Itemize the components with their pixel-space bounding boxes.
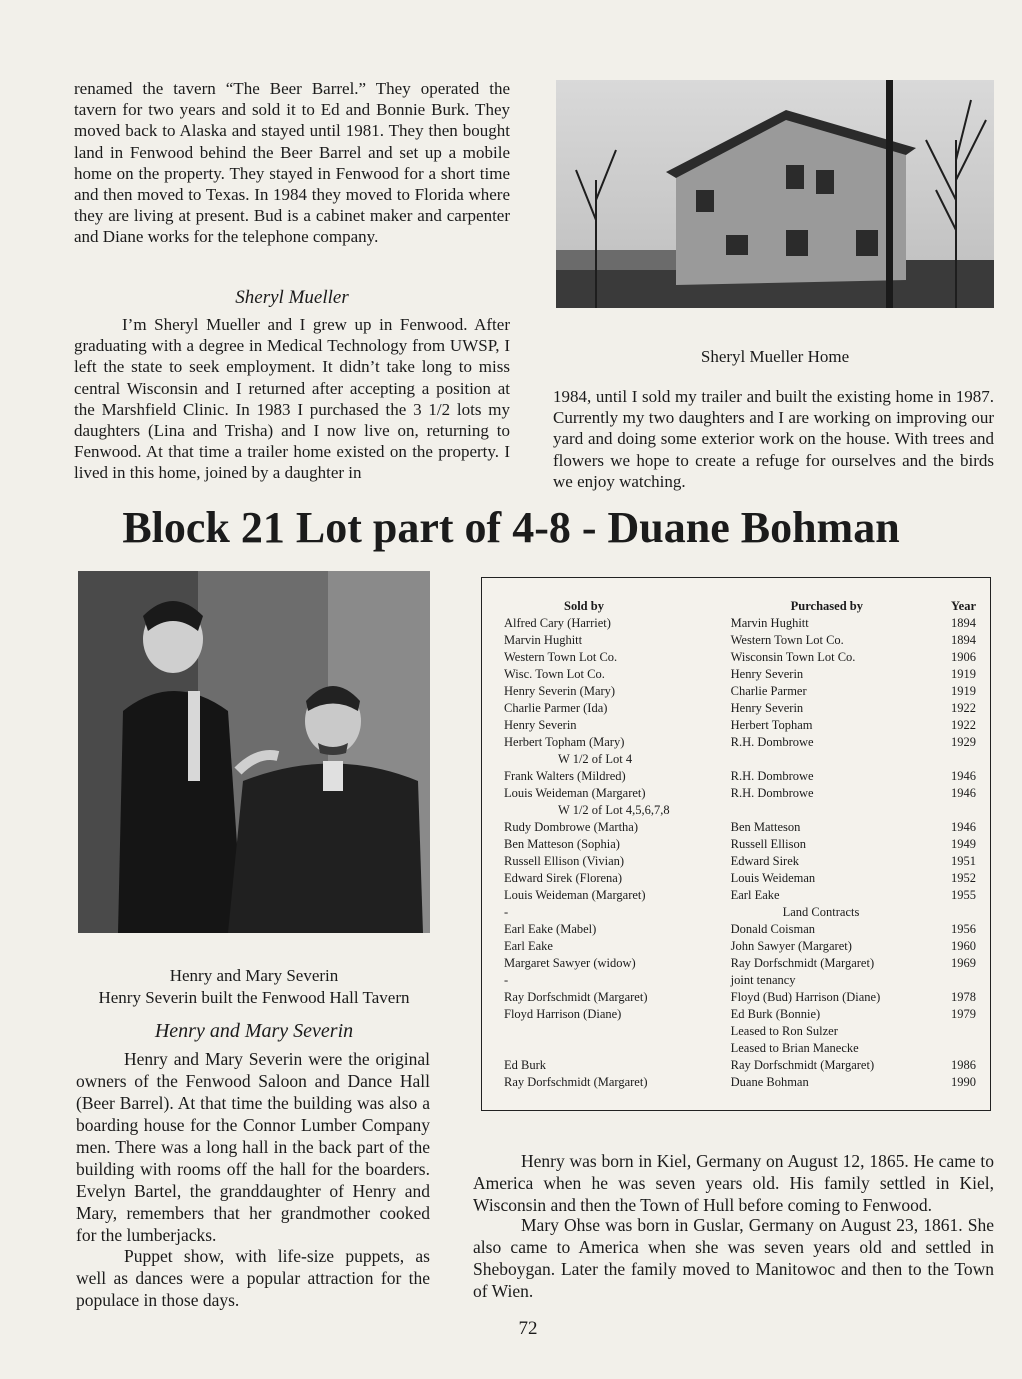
sales-table-row — [504, 870, 976, 887]
year-cell: 1894 — [951, 616, 976, 630]
sheryl-paragraph: I’m Sheryl Mueller and I grew up in Fenwood. After graduating with a degree in Medical Technology from UWSP, I left the state to seek employment. It didn’t take long to miss central Wisconsin and I returned after accepting a position at the Marshfield Clinic. In 1983 I purchased the 3 1/2 lots my daughters (Lina and Trisha) and I now live on, returning to Fenwood. At that time a trailer home existed on the property. I lived in this home, joined by a daughter in — [74, 315, 510, 483]
sales-table-row — [504, 887, 976, 904]
empty-cell — [731, 751, 951, 768]
sales-table-row — [504, 1040, 976, 1057]
year-cell — [951, 1023, 976, 1040]
purchased-by-cell: Floyd (Bud) Harrison (Diane) — [730, 990, 881, 1004]
purchased-by-cell: Leased to Ron Sulzer — [730, 1024, 838, 1038]
purchased-by-cell: joint tenancy — [730, 973, 796, 987]
sold-by-cell: Frank Walters (Mildred) — [504, 769, 626, 783]
purchased-by-cell: Marvin Hughitt — [730, 616, 809, 630]
sales-table-row — [504, 938, 976, 955]
sold-by-cell: Herbert Topham (Mary) — [504, 735, 625, 749]
header-sold-by: Sold by — [564, 599, 604, 613]
sales-table-row — [504, 649, 976, 666]
sales-table-grid — [504, 598, 976, 1091]
sold-by-cell: Louis Weideman (Margaret) — [504, 888, 646, 902]
sales-table-row — [504, 1057, 976, 1074]
severin-paragraph-2: Puppet show, with life-size puppets, as well as dances were a popular attraction for the populace in those days. — [76, 1246, 430, 1310]
sold-by-cell: Henry Severin — [504, 718, 577, 732]
year-cell — [951, 904, 976, 921]
year-cell: 1922 — [951, 718, 976, 732]
sold-by-cell: Charlie Parmer (Ida) — [504, 701, 608, 715]
purchased-by-cell: Donald Coisman — [730, 922, 815, 936]
purchased-by-cell: R.H. Dombrowe — [730, 769, 814, 783]
year-cell: 1956 — [951, 922, 976, 936]
sales-table-row — [504, 1006, 976, 1023]
purchased-by-cell: R.H. Dombrowe — [730, 786, 814, 800]
sheryl-mueller-heading: Sheryl Mueller — [235, 287, 349, 308]
sales-table-row — [504, 955, 976, 972]
purchased-by-cell: Land Contracts — [782, 905, 860, 919]
year-cell: 1949 — [951, 837, 976, 851]
severin-heading: Henry and Mary Severin — [154, 1020, 354, 1042]
year-cell: 1946 — [951, 769, 976, 783]
sales-table-row — [504, 717, 976, 734]
purchased-by-cell: Edward Sirek — [730, 854, 800, 868]
sales-table-row — [504, 819, 976, 836]
sold-by-cell: Henry Severin (Mary) — [504, 684, 616, 698]
header-purchased-by: Purchased by — [790, 599, 863, 613]
year-cell: 1969 — [951, 956, 976, 970]
empty-cell — [731, 802, 951, 819]
sales-table-row — [504, 734, 976, 751]
sales-table-note-row — [504, 802, 976, 819]
year-cell — [951, 1040, 976, 1057]
sales-table-row — [504, 921, 976, 938]
header-year: Year — [951, 599, 976, 613]
purchased-by-cell: Charlie Parmer — [730, 684, 807, 698]
henry-mary-severin-photo — [78, 571, 430, 933]
sold-by-cell: Ray Dorfschmidt (Margaret) — [504, 1075, 648, 1089]
sold-by-cell: Alfred Cary (Harriet) — [504, 616, 611, 630]
sold-by-cell: Western Town Lot Co. — [504, 650, 618, 664]
purchased-by-cell: Wisconsin Town Lot Co. — [730, 650, 856, 664]
sold-by-cell: - — [504, 973, 509, 987]
sales-table-row — [504, 615, 976, 632]
year-cell: 1906 — [951, 650, 976, 664]
sales-table-row — [504, 700, 976, 717]
portrait-illustration — [78, 571, 430, 933]
page-number: 72 — [518, 1318, 538, 1339]
year-cell: 1952 — [951, 871, 976, 885]
sold-by-cell: Margaret Sawyer (widow) — [504, 956, 636, 970]
sales-table-row — [504, 632, 976, 649]
severin-photo-caption-line1: Henry and Mary Severin — [169, 966, 339, 985]
purchased-by-cell: Ray Dorfschmidt (Margaret) — [730, 956, 875, 970]
sold-by-cell: Edward Sirek (Florena) — [504, 871, 623, 885]
year-cell: 1929 — [951, 735, 976, 749]
year-cell: 1990 — [951, 1075, 976, 1089]
sold-by-cell: Ed Burk — [504, 1058, 547, 1072]
year-cell: 1986 — [951, 1058, 976, 1072]
empty-cell — [951, 751, 976, 768]
purchased-by-cell: Russell Ellison — [730, 837, 806, 851]
year-cell: 1894 — [951, 633, 976, 647]
purchased-by-cell: Ed Burk (Bonnie) — [730, 1007, 821, 1021]
lot-note: W 1/2 of Lot 4,5,6,7,8 — [558, 803, 670, 817]
purchased-by-cell: R.H. Dombrowe — [730, 735, 814, 749]
sold-by-cell: Floyd Harrison (Diane) — [504, 1007, 622, 1021]
sales-table-row — [504, 785, 976, 802]
sales-table-row — [504, 683, 976, 700]
year-cell: 1946 — [951, 786, 976, 800]
severin-paragraph-1: Henry and Mary Severin were the original owners of the Fenwood Saloon and Dance Hall (Beer Barrel). At that time the building was also a boarding house for the Connor Lumber Company men. There was a long hall in the back part of the building with rooms off the hall for the boarders. Evelyn Bartel, the granddaughter of Henry and Mary, remembers that her grandmother cooked for the lumberjacks. — [76, 1049, 430, 1245]
mary-birth-paragraph: Mary Ohse was born in Guslar, Germany on August 23, 1861. She also came to America when she was seven years old and settled in Sheboygan. Later the family moved to Manitowoc and then to the Town of Wien. — [473, 1215, 994, 1301]
sold-by-cell: Earl Eake (Mabel) — [504, 922, 597, 936]
purchased-by-cell: Leased to Brian Manecke — [730, 1041, 859, 1055]
sales-table-row — [504, 1074, 976, 1091]
sold-by-cell: Marvin Hughitt — [504, 633, 583, 647]
year-cell: 1955 — [951, 888, 976, 902]
year-cell: 1946 — [951, 820, 976, 834]
year-cell: 1951 — [951, 854, 976, 868]
sheryl-continuation-paragraph: 1984, until I sold my trailer and built the existing home in 1987. Currently my two daughters and I are working on improving our yard and doing some exterior work on the house. With trees and flowers we hope to create a refuge for ourselves and the birds we enjoy watching. — [553, 387, 994, 491]
year-cell: 1979 — [951, 1007, 976, 1021]
sales-table-header-row — [504, 598, 976, 615]
sold-by-cell: Wisc. Town Lot Co. — [504, 667, 605, 681]
sold-by-cell: Louis Weideman (Margaret) — [504, 786, 646, 800]
home-photo-caption: Sheryl Mueller Home — [700, 347, 850, 366]
sold-by-cell: Earl Eake — [504, 939, 553, 953]
sold-by-cell: Rudy Dombrowe (Martha) — [504, 820, 638, 834]
house-illustration — [556, 80, 994, 308]
purchased-by-cell: Ray Dorfschmidt (Margaret) — [730, 1058, 875, 1072]
sheryl-mueller-home-photo — [556, 80, 994, 308]
purchased-by-cell: Ben Matteson — [730, 820, 801, 834]
sales-table-row — [504, 989, 976, 1006]
year-cell: 1919 — [951, 684, 976, 698]
sales-table-row — [504, 768, 976, 785]
lot-note: W 1/2 of Lot 4 — [558, 752, 633, 766]
year-cell: 1922 — [951, 701, 976, 715]
sold-by-cell: - — [504, 905, 509, 919]
purchased-by-cell: Louis Weideman — [730, 871, 816, 885]
severin-photo-caption-line2: Henry Severin built the Fenwood Hall Tavern — [98, 988, 410, 1007]
purchased-by-cell: Duane Bohman — [730, 1075, 809, 1089]
purchased-by-cell: Herbert Topham — [730, 718, 813, 732]
purchased-by-cell: Western Town Lot Co. — [730, 633, 844, 647]
year-cell: 1919 — [951, 667, 976, 681]
sold-by-cell: Ray Dorfschmidt (Margaret) — [504, 990, 648, 1004]
sales-table-note-row — [504, 751, 976, 768]
sales-table-row — [504, 836, 976, 853]
sold-by-cell: Russell Ellison (Vivian) — [504, 854, 625, 868]
property-sales-table — [481, 577, 991, 1111]
henry-birth-paragraph: Henry was born in Kiel, Germany on August 12, 1865. He came to America when he was seven years old. His family settled in Kiel, Wisconsin and then the Town of Hull before coming to Fenwood. — [473, 1151, 994, 1215]
year-cell: 1978 — [951, 990, 976, 1004]
empty-cell — [951, 802, 976, 819]
sales-table-row — [504, 853, 976, 870]
year-cell — [951, 972, 976, 989]
purchased-by-cell: Earl Eake — [730, 888, 780, 902]
intro-paragraph: renamed the tavern “The Beer Barrel.” They operated the tavern for two years and sold it to Ed and Bonnie Burk. They moved back to Alaska and stayed until 1981. They then bought land in Fenwood behind the Beer Barrel and set up a mobile home on the property. They stayed in Fenwood for a short time and then moved to Texas. In 1984 they moved to Florida where they are living at present. Bud is a cabinet maker and carpenter and Diane works for the telephone company. — [74, 79, 510, 247]
sold-by-cell — [504, 1023, 731, 1040]
purchased-by-cell: Henry Severin — [730, 701, 804, 715]
sales-table-row — [504, 972, 976, 989]
sales-table-row — [504, 1023, 976, 1040]
purchased-by-cell: John Sawyer (Margaret) — [730, 939, 852, 953]
block-title: Block 21 Lot part of 4-8 - Duane Bohman — [122, 503, 900, 552]
sales-table-row — [504, 666, 976, 683]
sold-by-cell — [504, 1040, 731, 1057]
year-cell: 1960 — [951, 939, 976, 953]
sold-by-cell: Ben Matteson (Sophia) — [504, 837, 620, 851]
purchased-by-cell: Henry Severin — [730, 667, 804, 681]
sales-table-row — [504, 904, 976, 921]
